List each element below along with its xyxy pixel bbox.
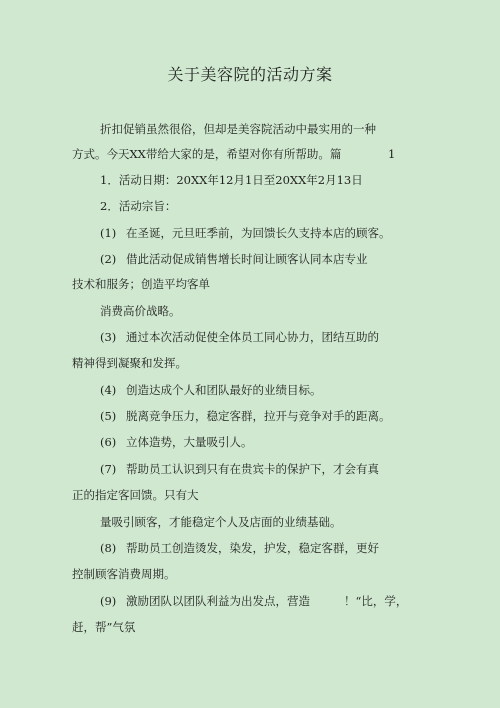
- purpose-item-3: [100, 329, 379, 345]
- purpose-number: (4): [100, 383, 117, 397]
- purpose-number: (3): [100, 330, 117, 344]
- purpose-continuation: 控制顾客消费周期。: [72, 567, 176, 581]
- purpose-continuation: 消费高价战略。: [100, 304, 181, 318]
- purpose-item-1: [100, 225, 391, 241]
- intro-line-2: 方式。今天XX带给大家的是，希望对你有所帮助。篇: [72, 147, 342, 161]
- purpose-item-8: [100, 540, 379, 556]
- purpose-text: 借此活动促成销售增长时间让顾客认同本店专业: [126, 252, 368, 266]
- purpose-item-9-tail: ！“比，学，: [344, 594, 408, 608]
- purpose-item-4: [100, 382, 322, 398]
- purpose-item-6: [100, 434, 253, 450]
- activity-date-item: 1．活动日期：20XX年12月1日至20XX年2月13日: [100, 173, 363, 187]
- activity-purpose-heading: 2．活动宗旨：: [100, 199, 177, 213]
- purpose-number: (8): [100, 541, 117, 555]
- purpose-text: 激励团队以团队利益为出发点，营造: [126, 594, 310, 608]
- purpose-number: (2): [100, 252, 117, 266]
- purpose-continuation: 量吸引顾客，才能稳定个人及店面的业绩基础。: [100, 515, 342, 529]
- purpose-text: 帮助员工认识到只有在贵宾卡的保护下，才会有真: [126, 462, 379, 476]
- intro-line-1: 折扣促销虽然很俗，但却是美容院活动中最实用的一种: [100, 122, 376, 136]
- purpose-item-2: [100, 251, 368, 267]
- purpose-item-7: [100, 461, 379, 477]
- purpose-text: 在圣诞，元旦旺季前，为回馈长久支持本店的顾客。: [126, 226, 391, 240]
- purpose-number: (7): [100, 462, 117, 476]
- purpose-text: 帮助员工创造烫发，染发，护发，稳定客群，更好: [126, 541, 379, 555]
- purpose-number: (5): [100, 409, 117, 423]
- purpose-text: 脱离竞争压力，稳定客群，拉开与竞争对手的距离。: [126, 409, 391, 423]
- purpose-number: (6): [100, 435, 117, 449]
- page-number: 1: [388, 147, 396, 161]
- purpose-number: (1): [100, 226, 117, 240]
- purpose-text: 通过本次活动促使全体员工同心协力，团结互助的: [126, 330, 379, 344]
- purpose-number: (9): [100, 594, 117, 608]
- purpose-continuation: 正的指定客回馈。只有大: [72, 488, 199, 502]
- purpose-item-9: [100, 593, 310, 609]
- purpose-text: 创造达成个人和团队最好的业绩目标。: [126, 383, 322, 397]
- document-title: 关于美容院的活动方案: [167, 65, 333, 84]
- purpose-continuation: 技术和服务；创造平均客单: [72, 277, 210, 291]
- purpose-continuation: 精神得到凝聚和发挥。: [72, 356, 187, 370]
- purpose-continuation: 赶，帮”气氛: [72, 620, 136, 634]
- purpose-text: 立体造势，大量吸引人。: [126, 435, 253, 449]
- purpose-item-5: [100, 408, 391, 424]
